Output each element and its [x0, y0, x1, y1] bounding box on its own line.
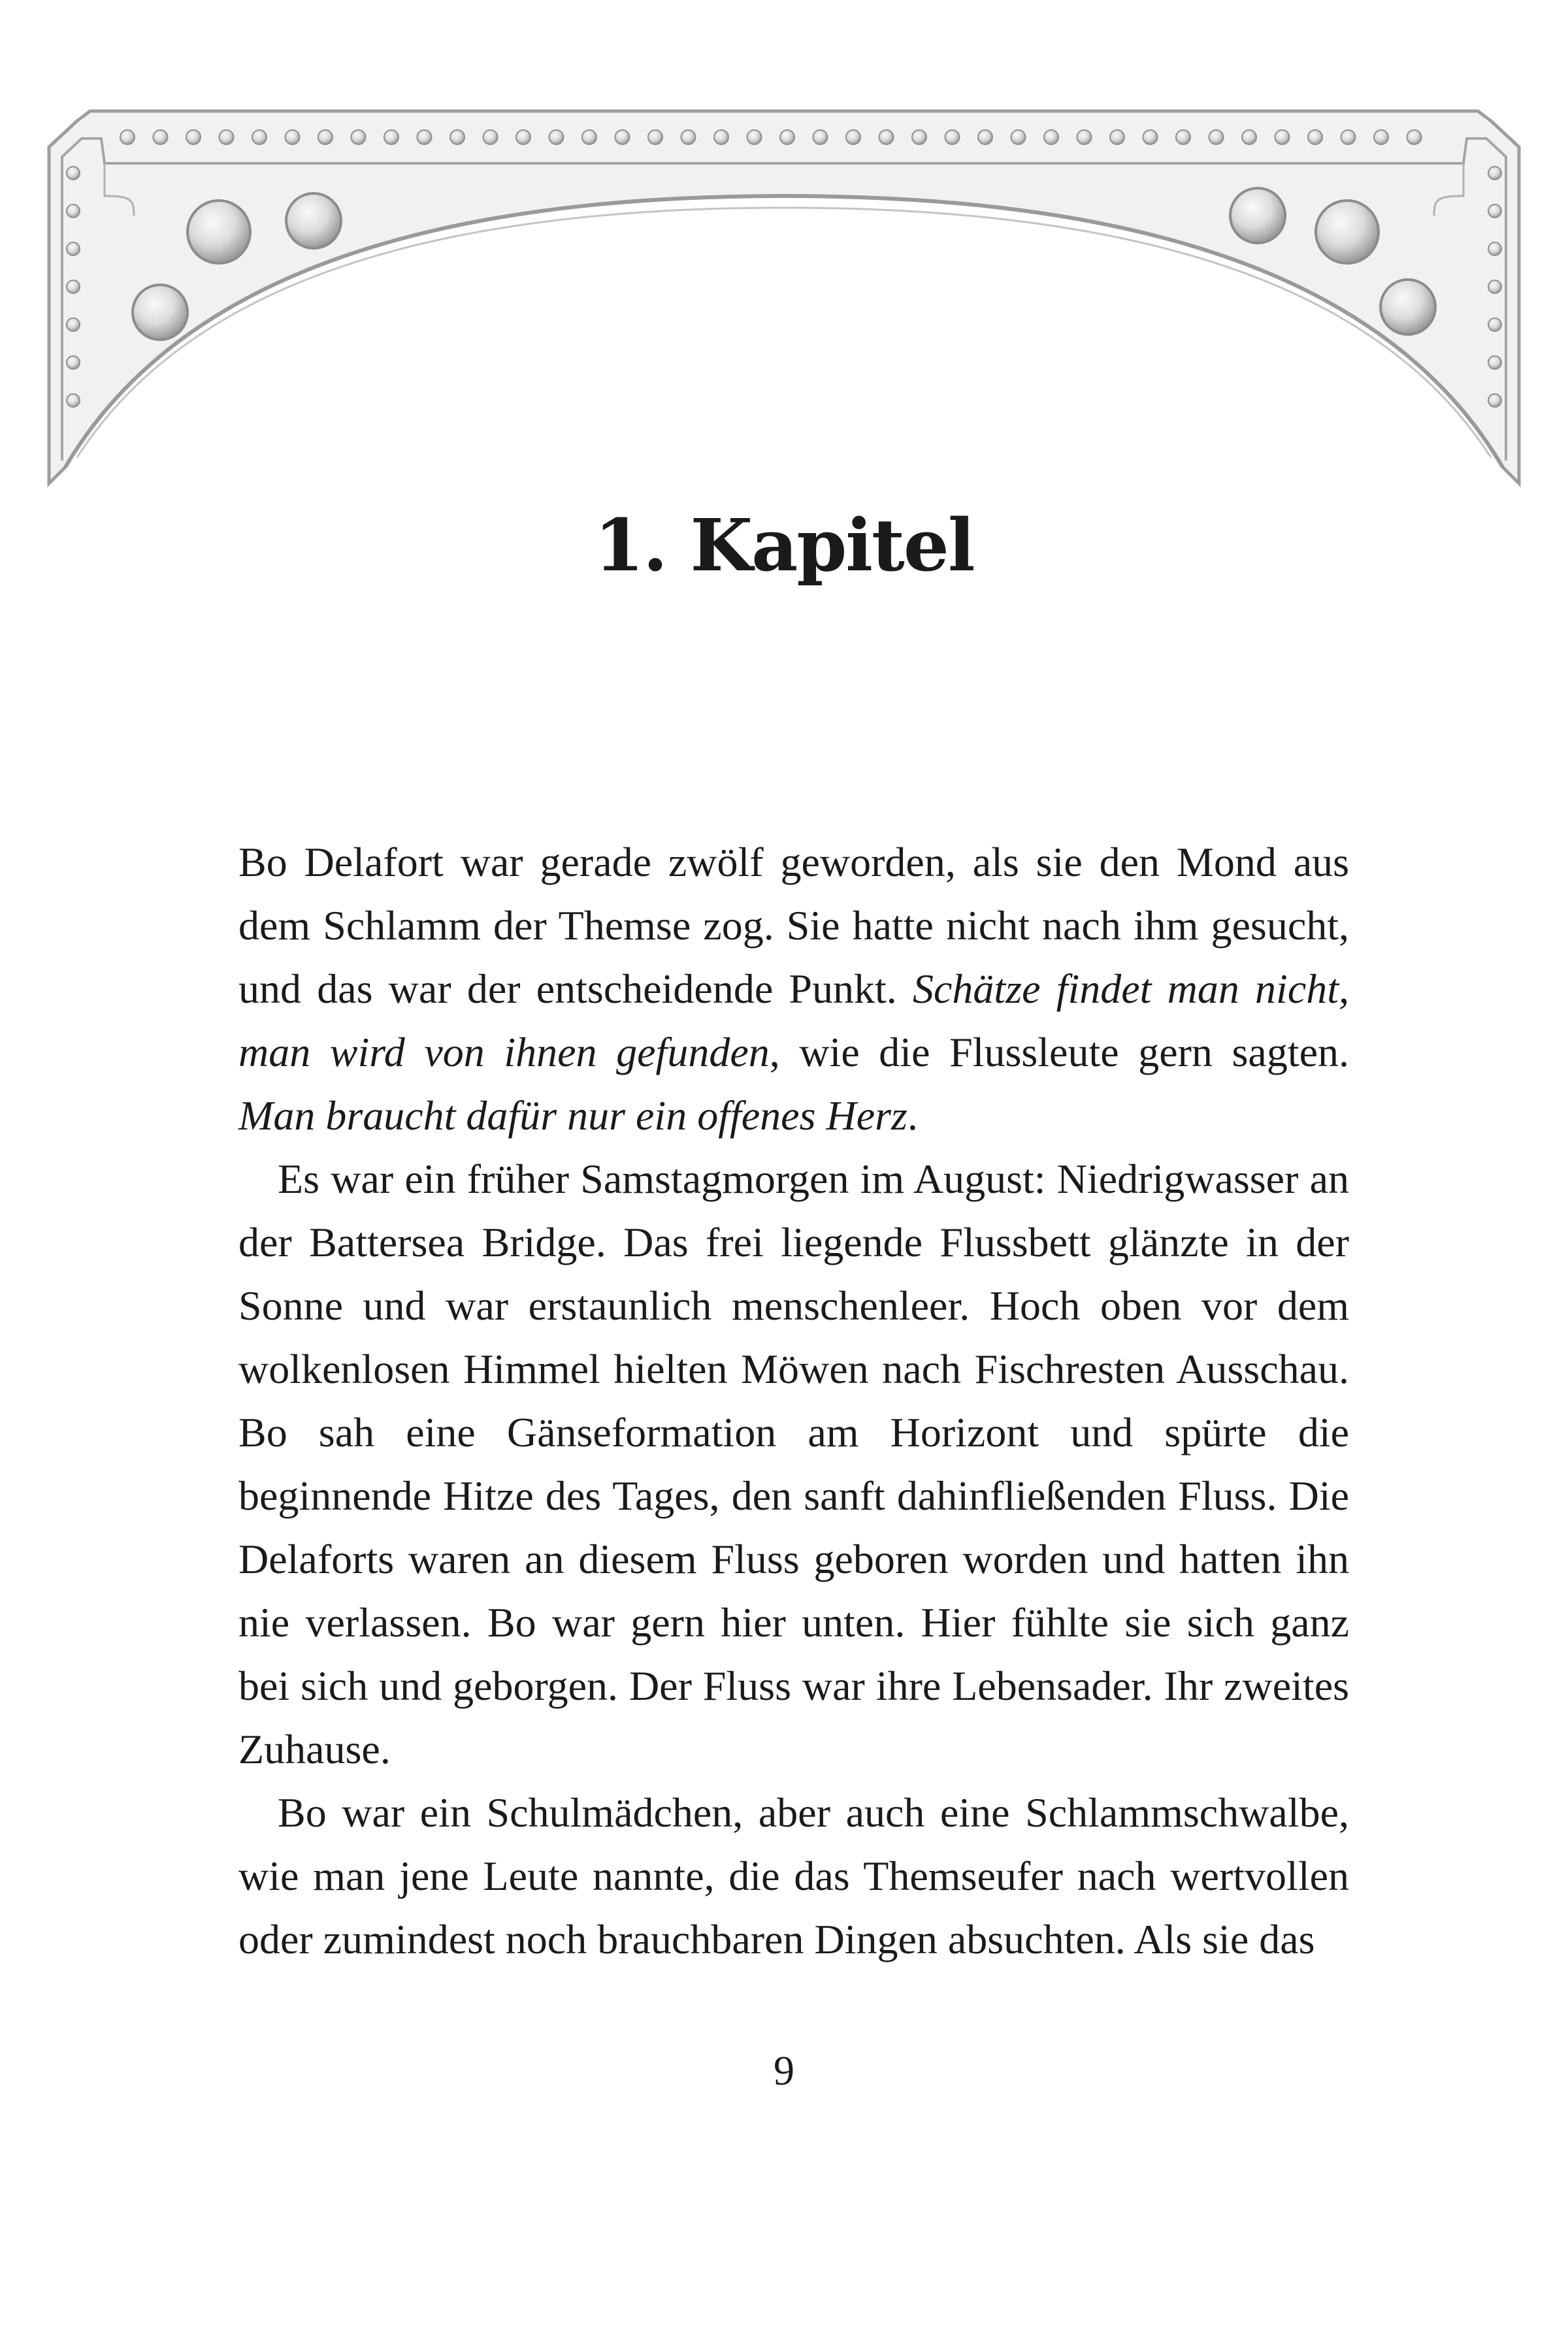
rivet	[1176, 130, 1190, 144]
rivet	[1308, 130, 1322, 144]
rivet	[648, 130, 662, 144]
rivet	[945, 130, 960, 144]
paragraph-1	[238, 830, 1349, 1147]
rivet	[483, 130, 498, 144]
rivet	[120, 130, 135, 144]
rivet	[417, 130, 432, 144]
p1-text-1: Bo Delafort war gerade zwölf geworden, als sie den Mond aus dem Schlamm der Themse zog. Sie hatte nicht nach ihm gesucht, und das war der entscheidende Punkt.	[238, 839, 1349, 1012]
rivet	[67, 242, 80, 255]
rivet	[67, 356, 80, 369]
rivet	[549, 130, 564, 144]
rivet	[67, 167, 80, 180]
rivet	[67, 394, 80, 407]
p1-italic-2: Man braucht dafür nur ein offenes Herz	[238, 1092, 907, 1139]
rivet	[67, 318, 80, 331]
p1-text-2: , wie die Flussleute gern sagten.	[769, 1029, 1350, 1075]
rivet	[1488, 167, 1501, 180]
rivet	[1011, 130, 1026, 144]
rivet	[780, 130, 794, 144]
rivet	[154, 130, 168, 144]
rivet	[318, 130, 333, 144]
rivet	[813, 130, 828, 144]
rivet	[714, 130, 728, 144]
rivet	[1488, 318, 1501, 331]
rivet	[1110, 130, 1124, 144]
rivet	[1488, 356, 1501, 369]
page-number: 9	[774, 2047, 794, 2094]
chapter-title: 1. Kapitel	[594, 503, 974, 587]
rivet	[1374, 130, 1388, 144]
chapter-header-ornament	[0, 0, 1568, 496]
rivet	[1488, 394, 1501, 407]
rivet	[351, 130, 366, 144]
rivet	[615, 130, 630, 144]
rivet	[1077, 130, 1092, 144]
rivet	[450, 130, 465, 144]
rivet	[286, 130, 300, 144]
p1-italic-1: Schätze findet man nicht, man wird von ihnen gefunden	[238, 966, 1350, 1075]
rivet	[1143, 130, 1158, 144]
rivet	[186, 130, 201, 144]
rivet	[1242, 130, 1256, 144]
rivet	[1488, 280, 1501, 293]
rivet	[384, 130, 399, 144]
rivet	[978, 130, 992, 144]
rivet	[681, 130, 696, 144]
rivet	[67, 280, 80, 293]
rivet	[912, 130, 926, 144]
rivet	[67, 204, 80, 218]
rivet	[1275, 130, 1290, 144]
rivet	[1209, 130, 1224, 144]
p1-text-3: .	[907, 1092, 918, 1139]
rivet	[582, 130, 596, 144]
rivet	[1407, 130, 1422, 144]
rivet	[1341, 130, 1356, 144]
chapter-body	[238, 830, 1349, 1971]
rivet	[516, 130, 531, 144]
rivet	[1044, 130, 1058, 144]
paragraph-2: Es war ein früher Samstagmorgen im August: Niedrigwasser an der Battersea Bridge. Das frei liegende Flussbett glänzte in der Sonne und war erstaunlich menschenleer. Hoch oben vor dem wolkenlosen Himmel hielten Möwen nach Fischresten Ausschau. Bo sah eine Gänseformation am Horizont und spürte die beginnende Hitze des Tages, den sanft dahinfließenden Fluss. Die Delaforts waren an diesem Fluss geboren worden und hatten ihn nie verlassen. Bo war gern hier unten. Hier fühlte sie sich ganz bei sich und geborgen. Der Fluss war ihre Lebensader. Ihr zweites Zuhause.	[238, 1156, 1349, 1772]
rivet	[1488, 204, 1501, 218]
rivet	[252, 130, 267, 144]
rivet	[220, 130, 234, 144]
paragraph-3: Bo war ein Schulmädchen, aber auch eine Schlammschwalbe, wie man jene Leute nannte, die das Themseufer nach wertvollen oder zumindest noch brauchbaren Dingen absuchten. Als sie das	[238, 1789, 1349, 1962]
rivet	[846, 130, 860, 144]
rivet	[747, 130, 762, 144]
rivet	[879, 130, 894, 144]
rivet	[1488, 242, 1501, 255]
